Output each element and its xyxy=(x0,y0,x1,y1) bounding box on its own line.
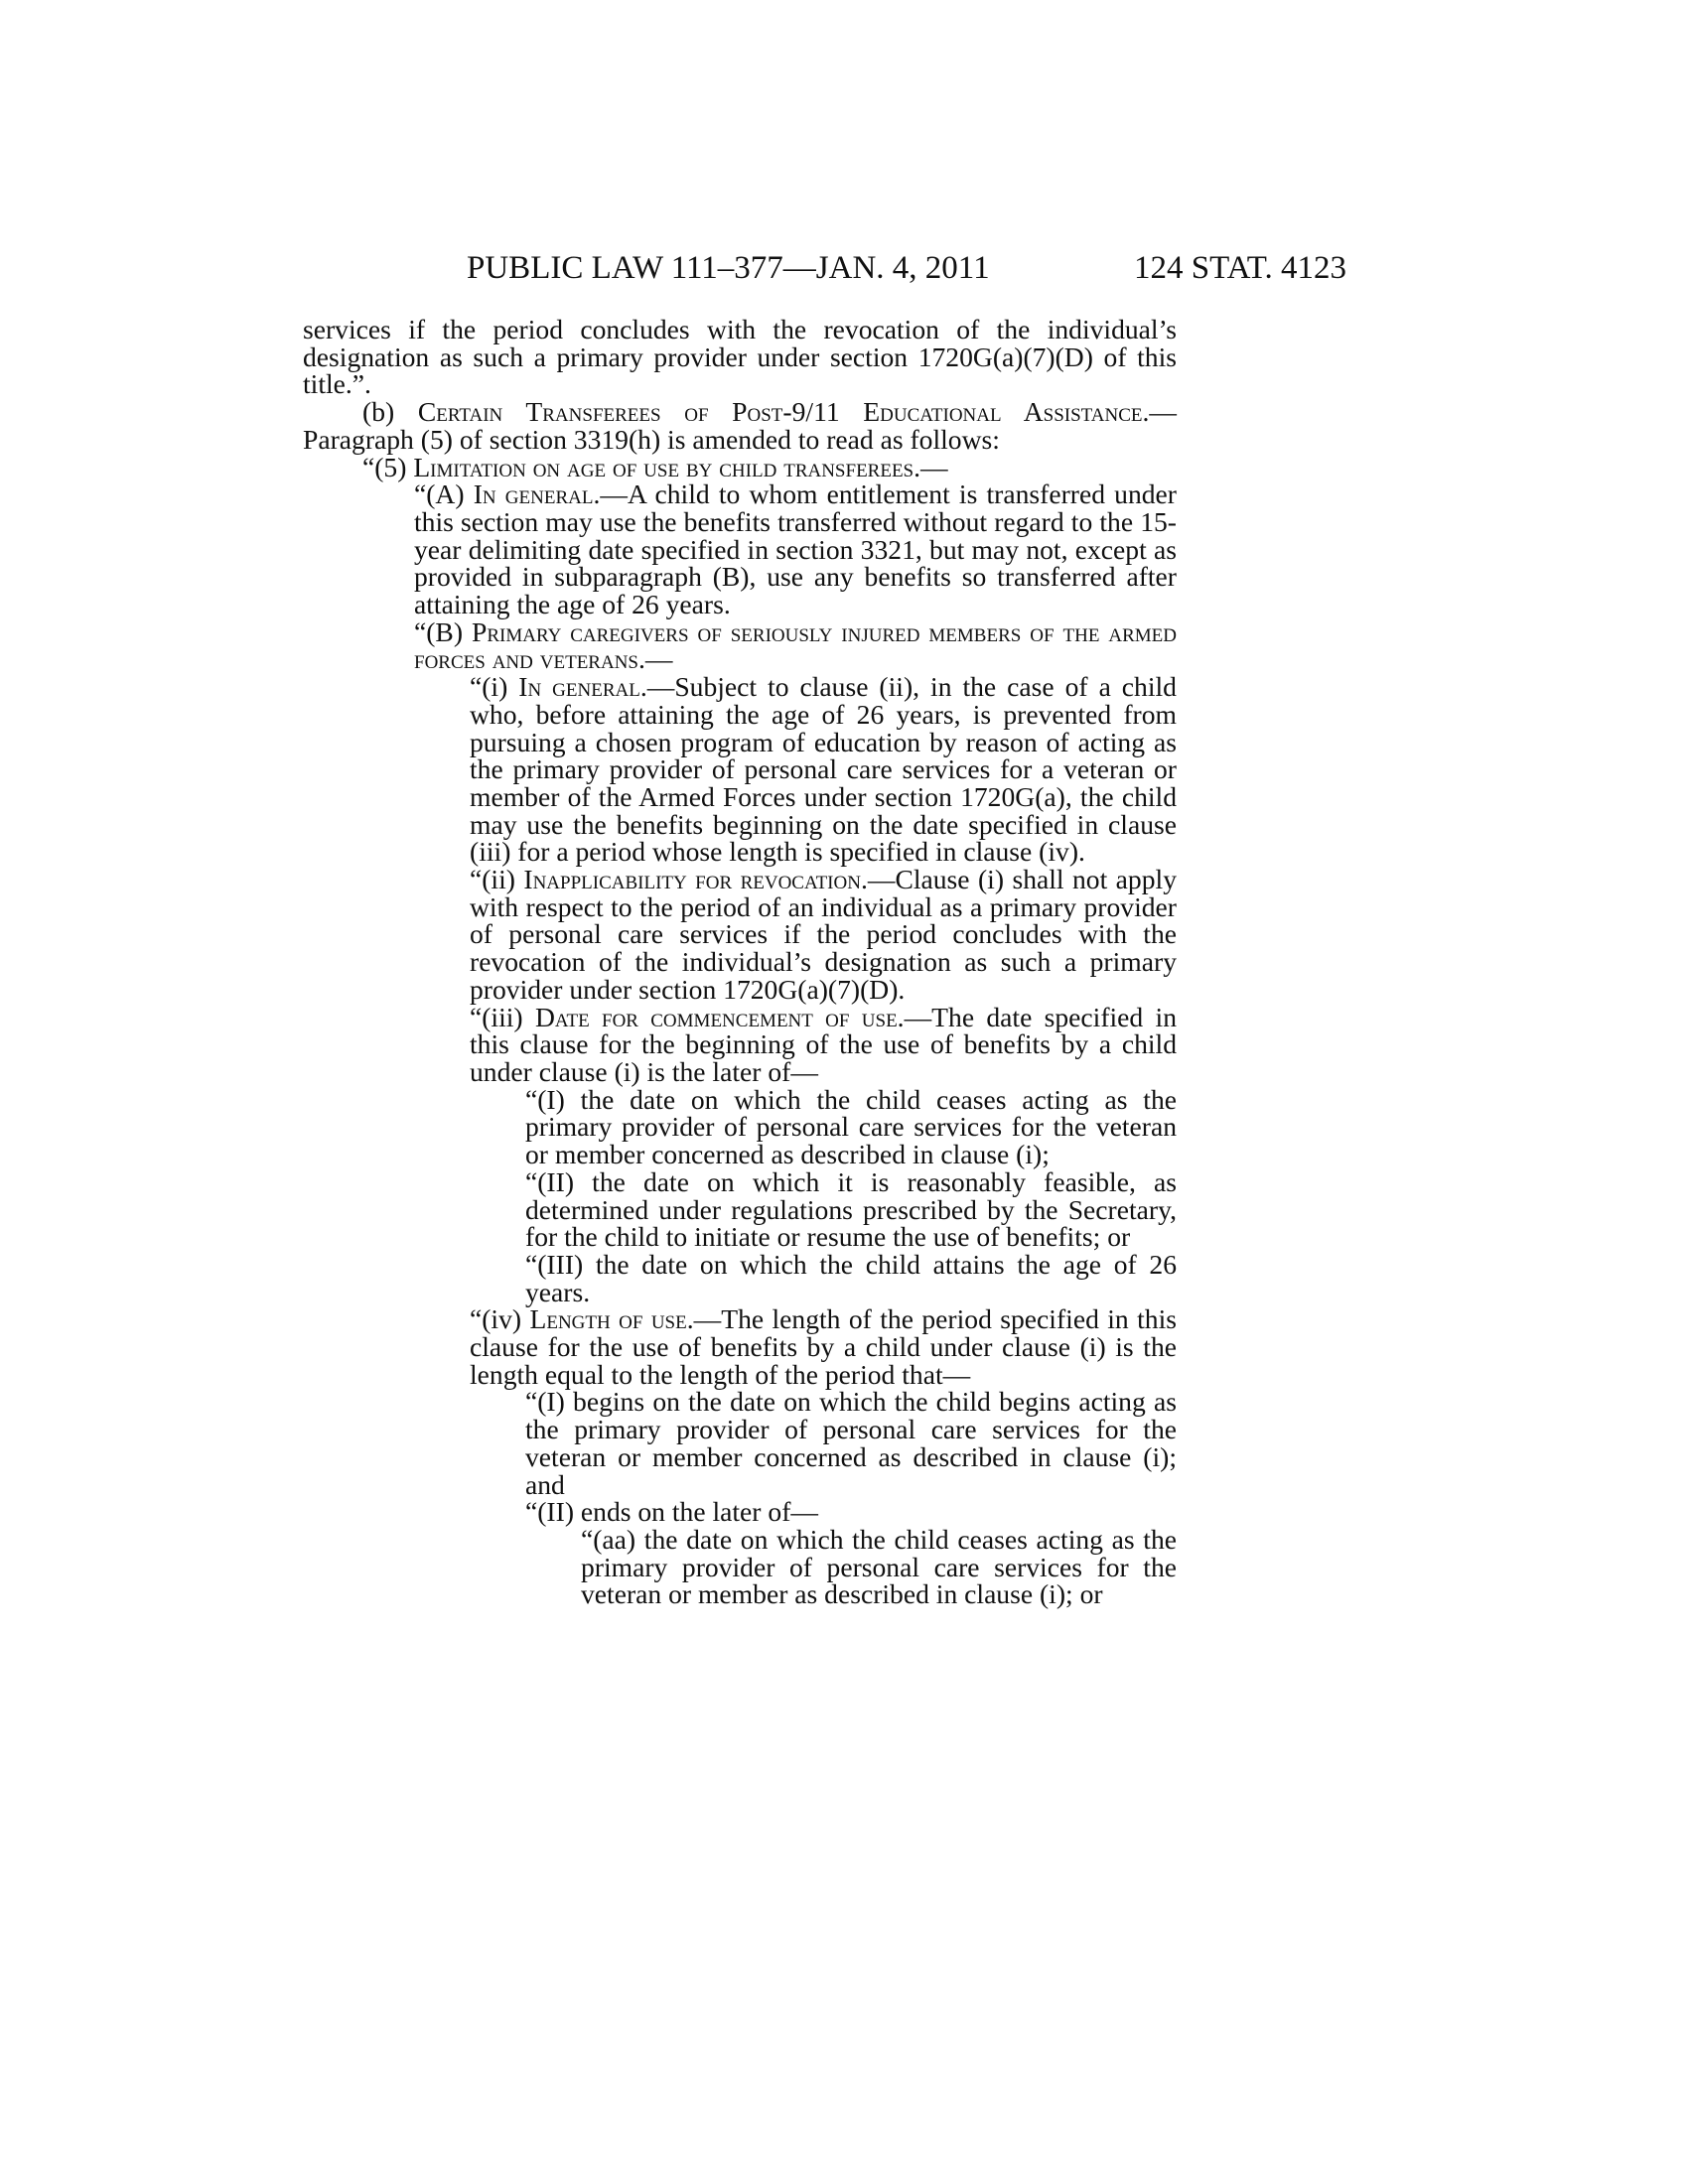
clause-i-body: .—Subject to clause (ii), in the case of a child who, before attaining the age of 26 years, is prevented from pursuing a chosen program of education by reason of acting as the primary provider of personal care services for a veteran or member of the Armed Forces under section 1720G(a), the child may use the benefits beginning on the date specified in clause (iii) for a period whose length is specified in clause (iv). xyxy=(470,671,1177,868)
clause-ii-body: .—Clause (i) shall not apply with respect to the period of an individual as a primary provider of personal care services if the period concludes with the revocation of the individual’s designation as such a primary provider under section 1720G(a)(7)(D). xyxy=(470,864,1177,1005)
subparagraph-b-heading xyxy=(414,615,1177,675)
clause-i xyxy=(470,673,1177,866)
running-head: PUBLIC LAW 111–377—JAN. 4, 2011 xyxy=(467,250,990,286)
subparagraph-a xyxy=(414,480,1177,618)
paragraph-5-designator: “(5) xyxy=(362,451,414,482)
clause-iii-body: .—The date specified in this clause for the beginning of the use of benefits by a child under clause (i) is the later of— xyxy=(470,1001,1177,1087)
clause-iv-heading: Length of use xyxy=(529,1303,687,1335)
clause-ii-heading: Inapplicability for revocation xyxy=(523,864,861,895)
subparagraph-a-heading: In general xyxy=(473,478,594,510)
clause-iv-item-aa: “(aa) the date on which the child ceases acting as the primary provider of personal care services for the veteran or member as described in clause (i); or xyxy=(581,1523,1177,1610)
subparagraph-b-title: Primary caregivers of seriously injured members of the armed forces and veterans xyxy=(414,615,1177,675)
subsection-b xyxy=(303,398,1177,453)
clause-iii-subclause-II: “(II) the date on which it is reasonably feasible, as determined under regulations prescribed by the Secretary, for the child to initiate or resume the use of benefits; or xyxy=(525,1165,1177,1253)
subsection-b-designator: (b) xyxy=(362,396,418,428)
page-header xyxy=(0,250,1688,290)
clause-ii-designator: “(ii) xyxy=(470,864,524,895)
clause-iii-heading: Date for commencement of use xyxy=(534,1001,898,1032)
paragraph-continuation: services if the period concludes with the revocation of the individual’s designation as such a primary provider under section 1720G(a)(7)(D) of this title.”. xyxy=(303,314,1177,400)
subparagraph-a-body: .—A child to whom entitlement is transferred under this section may use the benefits transferred without regard to the 15-year delimiting date specified in section 3321, but may not, except as provided in subparagraph (B), use any benefits so transferred after attaining the age of 26 years. xyxy=(414,478,1177,620)
subsection-b-body: .—Paragraph (5) of section 3319(h) is amended to read as follows: xyxy=(303,396,1177,455)
paragraph-5-heading xyxy=(362,451,1177,482)
statute-text xyxy=(303,316,1177,1608)
paragraph-5-dash: .— xyxy=(914,451,948,482)
clause-ii xyxy=(470,866,1177,1004)
clause-iv-subclause-II: “(II) ends on the later of— xyxy=(525,1496,818,1528)
subparagraph-a-designator: “(A) xyxy=(414,478,474,510)
clause-iv-designator: “(iv) xyxy=(470,1303,530,1335)
paragraph-5-title: Limitation on age of use by child transferees xyxy=(413,451,914,482)
clause-iii-designator: “(iii) xyxy=(470,1001,535,1032)
clause-i-heading: In general xyxy=(518,671,640,703)
clause-i-designator: “(i) xyxy=(470,671,519,703)
clause-iv-body: .—The length of the period specified in this clause for the use of benefits by a child under clause (i) is the length equal to the length of the period that— xyxy=(470,1303,1177,1390)
clause-iv-subclause-I: “(I) begins on the date on which the child begins acting as the primary provider of personal care services for the veteran or member concerned as described in clause (i); and xyxy=(525,1386,1177,1500)
subparagraph-b-designator: “(B) xyxy=(414,615,472,647)
subparagraph-b-dash: .— xyxy=(638,643,673,675)
subsection-b-heading: Certain Transferees of Post-9/11 Educational Assistance xyxy=(417,396,1143,428)
clause-iii xyxy=(470,1001,1177,1087)
clause-iii-subclause-III: “(III) the date on which the child attains the age of 26 years. xyxy=(525,1248,1177,1307)
statute-page-number: 124 STAT. 4123 xyxy=(1134,250,1347,286)
clause-iii-subclause-I: “(I) the date on which the child ceases acting as the primary provider of personal care services for the veteran or member concerned as described in clause (i); xyxy=(525,1083,1177,1170)
clause-iv xyxy=(470,1305,1177,1388)
